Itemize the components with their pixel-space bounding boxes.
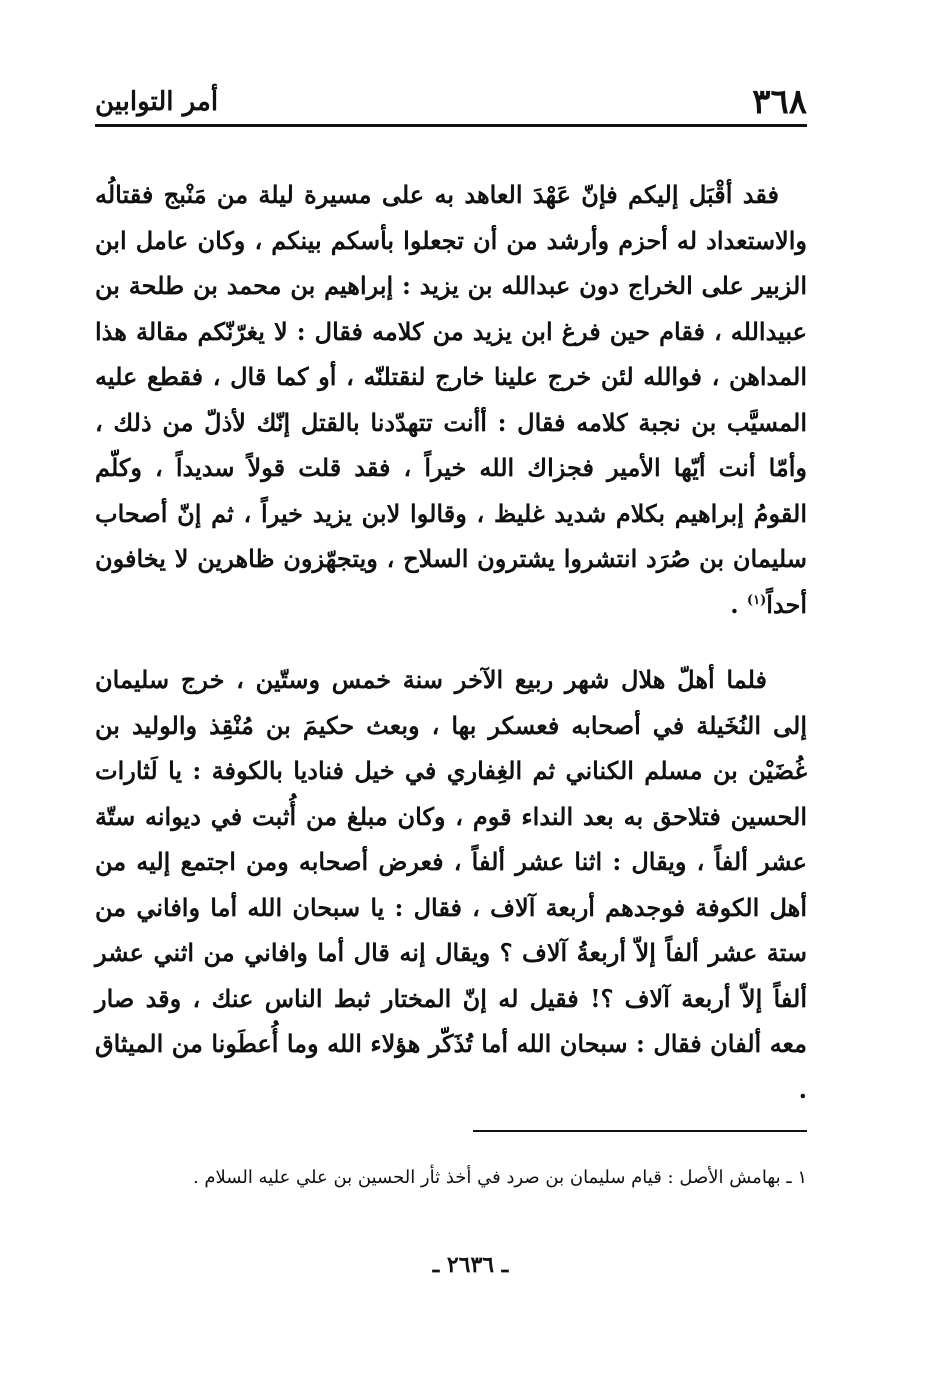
footnote-reference: (١) xyxy=(746,592,767,608)
page-header xyxy=(95,82,807,122)
page-number: ٣٦٨ xyxy=(752,82,807,122)
header-divider xyxy=(95,124,807,127)
running-title: أمر التوابين xyxy=(95,87,219,117)
paragraph-1 xyxy=(95,172,807,627)
footnote-divider xyxy=(473,1130,807,1132)
paragraph-1-end: . xyxy=(730,589,747,619)
main-text xyxy=(95,172,807,1112)
paragraph-1-text: فقد أقْبَل إليكم فإنّ عَهْدَ العاهد به على مسيرة ليلة من مَنْبج فقتالُه والاستعداد له أحزم وأرشد من أن تجعلوا بأسكم بينكم ، وكان عامل ابن الزبير على الخراج دون عبدالله بن يزيد : إبراهيم بن محمد بن طلحة بن عبيدالله ، فقام حين فرغ ابن يزيد من كلامه فقال : لا يغرّنّكم مقالة هذا المداهن ، فوالله لئن خرج علينا خارج لنقتلنّه ، أو كما قال ، فقطع عليه المسيَّب بن نجبة كلامه فقال : أأنت تتهدّدنا بالقتل إنّك لأذلّ من ذلك ، وأمّا أنت أيّها الأمير فجزاك الله خيراً ، فقد قلت قولاً سديداً ، وكلّم القومُ إبراهيم بكلام شديد غليظ ، وقالوا لابن يزيد خيراً ، ثم إنّ أصحاب سليمان بن صُرَد انتشروا يشترون السلاح ، ويتجهّزون ظاهرين لا يخافون أحداً xyxy=(95,180,807,619)
paragraph-2: فلما أهلّ هلال شهر ربيع الآخر سنة خمس وستّين ، خرج سليمان إلى النُخَيلة في أصحابه فعسكر بها ، وبعث حكيمَ بن مُنْقِذ والوليد بن غُضَيْن بن مسلم الكناني ثم الغِفاري في خيل فناديا بالكوفة : يا لَثارات الحسين فتلاحق به بعد النداء قوم ، وكان مبلغ من أُثبت في ديوانه ستّة عشر ألفاً ، ويقال : اثنا عشر ألفاً ، فعرض أصحابه ومن اجتمع إليه من أهل الكوفة فوجدهم أربعة آلاف ، فقال : يا سبحان الله أما وافاني من ستة عشر ألفاً إلاّ أربعةُ آلاف ؟ ويقال إنه قال أما وافاني من اثني عشر ألفاً إلاّ أربعة آلاف ؟! فقيل له إنّ المختار ثبط الناس عنك ، وقد صار معه ألفان فقال : سبحان الله أما تُذَكّر هؤلاء الله وما أُعطَونا من الميثاق . xyxy=(95,665,808,1104)
folio-number: ـ ٢٦٣٦ ـ xyxy=(432,1252,509,1278)
footnote: ١ ـ بهامش الأصل : قيام سليمان بن صرد في أخذ ثأر الحسين بن علي عليه السلام . xyxy=(192,1167,807,1188)
